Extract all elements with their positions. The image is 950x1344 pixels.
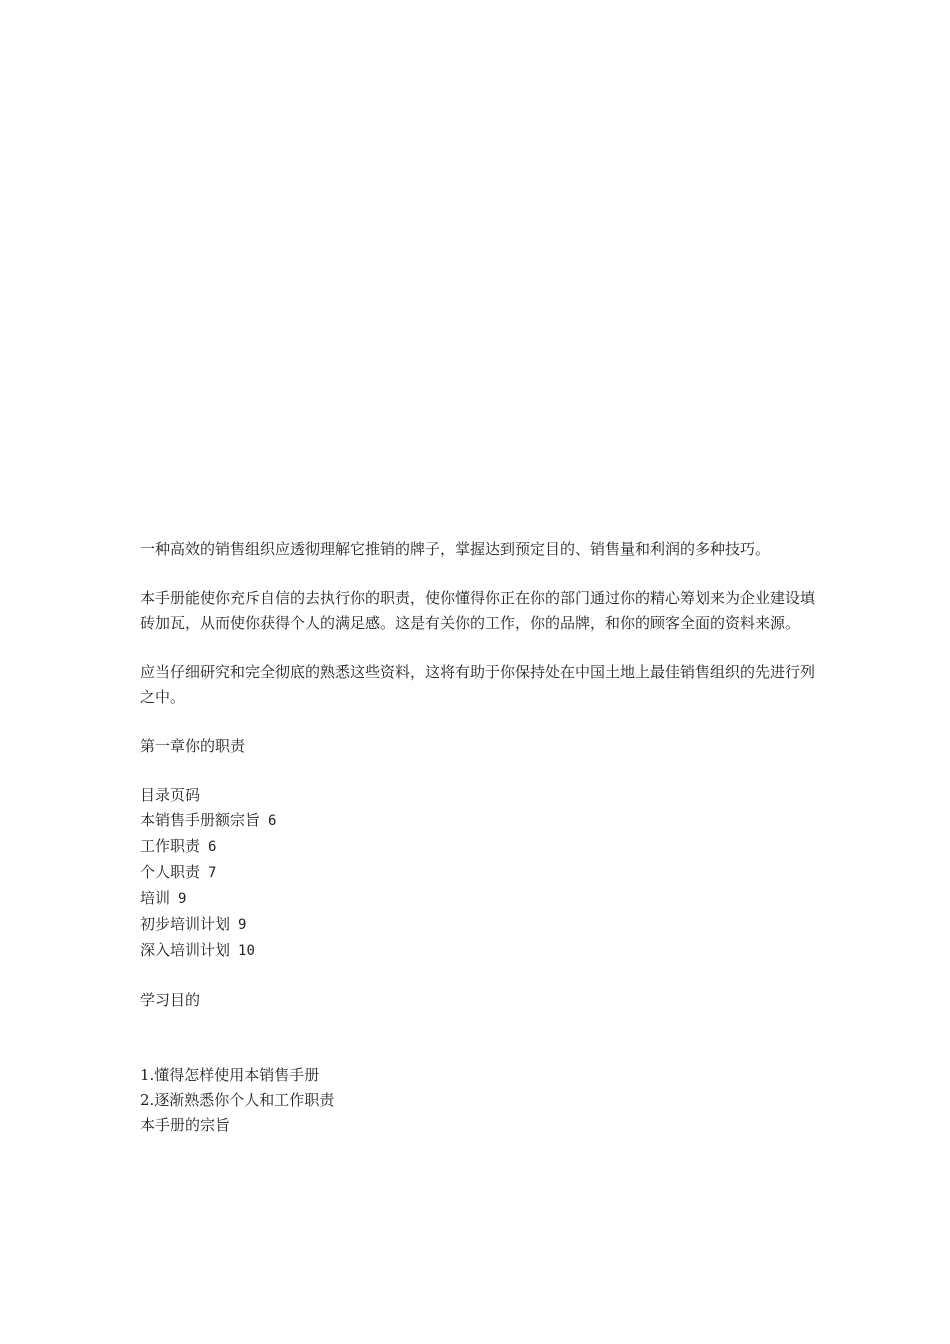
- paragraph-spacer: [140, 710, 820, 734]
- section-title: 本手册的宗旨: [140, 1116, 231, 1134]
- toc-item-page: 9: [238, 917, 247, 933]
- intro-paragraph-2: 本手册能使你充斥自信的去执行你的职责，使你懂得你正在你的部门通过你的精心筹划来为企业建设填砖加瓦，从而使你获得个人的满足感。这是有关你的工作，你的品牌，和你的顾客全面的资料来源。: [140, 589, 816, 632]
- learning-objectives: [140, 1063, 820, 1113]
- toc-item: [140, 834, 820, 860]
- toc-item: [140, 912, 820, 938]
- objective-item: 2.逐渐熟悉你个人和工作职责: [140, 1091, 335, 1109]
- toc-item: [140, 886, 820, 912]
- paragraph-spacer: [140, 636, 820, 660]
- toc-item-label: 培训: [140, 889, 171, 907]
- toc-item-page: 9: [178, 891, 187, 907]
- toc-item-label: 深入培训计划: [140, 941, 231, 959]
- objectives-heading: 学习目的: [140, 991, 201, 1009]
- toc-item-page: 6: [268, 813, 277, 829]
- paragraph-spacer: [140, 964, 820, 988]
- paragraph-spacer: [140, 759, 820, 783]
- toc-item: [140, 938, 820, 964]
- toc-heading: 目录页码: [140, 786, 201, 804]
- toc-item-page: 7: [208, 865, 217, 881]
- toc-item-label: 本销售手册额宗旨: [140, 811, 261, 829]
- table-of-contents: [140, 808, 820, 964]
- chapter-title: 第一章你的职责: [140, 737, 246, 755]
- toc-item: [140, 860, 820, 886]
- toc-item-page: 10: [238, 943, 255, 959]
- paragraph-spacer: [140, 1013, 820, 1063]
- intro-paragraph-3: 应当仔细研究和完全彻底的熟悉这些资料，这将有助于你保持处在中国土地上最佳销售组织的先进行列之中。: [140, 663, 816, 706]
- toc-item-label: 初步培训计划: [140, 915, 231, 933]
- intro-paragraph-1: 一种高效的销售组织应透彻理解它推销的牌子，掌握达到预定目的、销售量和利润的多种技巧。: [140, 540, 771, 558]
- toc-item-label: 工作职责: [140, 837, 201, 855]
- toc-item-label: 个人职责: [140, 863, 201, 881]
- paragraph-spacer: [140, 562, 820, 586]
- toc-item: [140, 808, 820, 834]
- toc-item-page: 6: [208, 839, 217, 855]
- objective-item: 1.懂得怎样使用本销售手册: [140, 1066, 320, 1084]
- document-content: [140, 537, 820, 1138]
